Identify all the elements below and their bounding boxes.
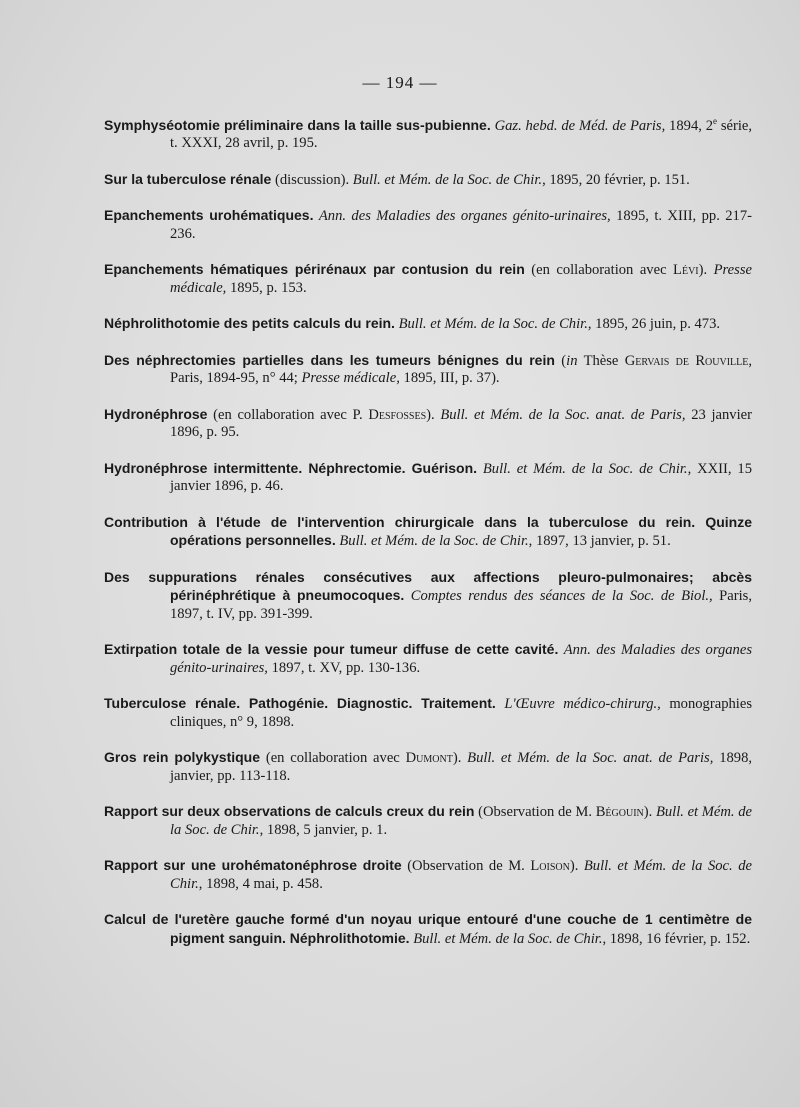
entry-details: , 1898, 5 janvier, p. 1. bbox=[259, 821, 388, 838]
bibliography-entry bbox=[104, 406, 752, 442]
bibliography-entry bbox=[104, 514, 752, 551]
entry-title: Rapport sur deux observations de calculs creux du rein bbox=[104, 803, 475, 820]
entry-note: Thèse bbox=[577, 352, 619, 369]
entry-note: (discussion). bbox=[274, 171, 350, 188]
entry-source: Gaz. hebd. de Méd. de Paris, bbox=[494, 117, 666, 134]
entry-source: Comptes rendus des séances de la Soc. de Biol., bbox=[410, 588, 713, 605]
entry-title: Rapport sur une urohématonéphrose droite bbox=[104, 857, 402, 874]
bibliography-list bbox=[104, 113, 752, 966]
entry-note: (en collaboration avec P. bbox=[213, 406, 363, 423]
entry-title: Hydronéphrose intermittente. Néphrectomie. Guérison. bbox=[104, 459, 478, 476]
entry-details: Paris, 1897, t. IV, pp. 391-399. bbox=[170, 588, 752, 622]
bibliography-entry bbox=[104, 460, 752, 496]
entry-note-name: Gervais de Rouville bbox=[624, 352, 749, 369]
entry-title: Epanchements urohématiques. bbox=[104, 207, 314, 224]
entry-title: Hydronéphrose bbox=[104, 405, 208, 422]
entry-details: 1897, t. XV, pp. 130-136. bbox=[271, 659, 421, 676]
entry-title: Tuberculose rénale. Pathogénie. Diagnostic. Traitement. bbox=[104, 695, 496, 712]
bibliography-entry bbox=[104, 857, 752, 893]
entry-title: Symphyséotomie préliminaire dans la taille sus-pubienne. bbox=[104, 116, 491, 133]
entry-details: , 1895, 26 juin, p. 473. bbox=[587, 316, 721, 333]
entry-title: Gros rein polykystique bbox=[104, 749, 261, 766]
entry-source: Presse médicale, bbox=[301, 370, 400, 387]
entry-title: Contribution à l'étude de l'intervention chirurgicale dans la tuberculose du rein. Quinze opérations personnelles. bbox=[104, 513, 752, 549]
entry-details: , 1895, 20 février, p. 151. bbox=[542, 171, 690, 188]
entry-note-in: in bbox=[566, 352, 578, 369]
entry-note: (Observation de M. bbox=[478, 804, 593, 821]
entry-note-name: Bégouin bbox=[595, 804, 644, 821]
entry-details: monographies cliniques, n° 9, 1898. bbox=[170, 696, 752, 730]
entry-note-name: Desfosses bbox=[368, 406, 427, 423]
bibliography-entry bbox=[104, 171, 752, 190]
entry-title: Des suppurations rénales consécutives aux affections pleuro-pulmonaires; abcès périnéphrétique à pneumocoques. bbox=[104, 568, 752, 604]
entry-source: L'Œuvre médico-chirurg., bbox=[504, 696, 661, 713]
entry-note: ). bbox=[426, 406, 435, 423]
entry-source: Bull. et Mém. de la Soc. anat. de Paris, bbox=[467, 750, 714, 767]
entry-source: Presse médicale, bbox=[170, 262, 752, 296]
entry-source: Bull. et Mém. de la Soc. de Chir. bbox=[339, 533, 529, 550]
entry-note: (Observation de M. bbox=[407, 858, 525, 875]
entry-details-superscript: e bbox=[713, 116, 717, 126]
entry-title: Sur la tuberculose rénale bbox=[104, 170, 272, 187]
entry-source: Ann. des Maladies des organes génito-urinaires, bbox=[318, 208, 611, 225]
entry-source: Bull. et Mém. de la Soc. de Chir. bbox=[170, 858, 752, 892]
bibliography-entry bbox=[104, 261, 752, 297]
entry-note: , Paris, 1894-95, n° 44; bbox=[170, 352, 753, 387]
entry-source: Bull. et Mém. de la Soc. anat. de Paris, bbox=[440, 406, 686, 423]
entry-note-name: Loison bbox=[530, 858, 570, 875]
entry-source: Bull. et Mém. de la Soc. de Chir. bbox=[352, 171, 543, 188]
entry-details: , 1898, 4 mai, p. 458. bbox=[198, 875, 323, 892]
bibliography-entry bbox=[104, 569, 752, 624]
entry-source: Bull. et Mém. de la Soc. de Chir. bbox=[170, 804, 753, 838]
entry-note: (en collaboration avec bbox=[265, 750, 400, 767]
bibliography-entry bbox=[104, 315, 752, 334]
entry-note: ( bbox=[561, 352, 567, 369]
bibliography-entry bbox=[104, 207, 752, 243]
bibliography-entry bbox=[104, 352, 752, 388]
bibliography-entry bbox=[104, 113, 752, 153]
entry-note-name: Dumont bbox=[405, 750, 453, 767]
entry-source: Bull. et Mém. de la Soc. de Chir. bbox=[482, 460, 688, 477]
entry-details: , 1897, 13 janvier, p. 51. bbox=[528, 533, 671, 550]
entry-source: Bull. et Mém. de la Soc. de Chir. bbox=[413, 930, 603, 947]
entry-details: 1894, 2 bbox=[669, 117, 713, 134]
entry-details: 1895, t. XIII, pp. 217-236. bbox=[170, 208, 752, 242]
bibliography-entry bbox=[104, 695, 752, 731]
entry-note: ). bbox=[452, 750, 462, 767]
entry-title: Epanchements hématiques périrénaux par contusion du rein bbox=[104, 261, 525, 278]
entry-title: Calcul de l'uretère gauche formé d'un noyau urique entouré d'une couche de 1 centimètre de pigment sanguin. Néphrolithotomie. bbox=[104, 911, 752, 946]
page-number: — 194 — bbox=[362, 73, 438, 92]
entry-details: 23 janvier 1896, p. 95. bbox=[170, 406, 752, 441]
bibliography-entry bbox=[104, 911, 752, 948]
bibliography-entry bbox=[104, 803, 752, 839]
bibliography-entry bbox=[104, 641, 752, 677]
entry-source: Bull. et Mém. de la Soc. de Chir. bbox=[398, 316, 588, 333]
entry-details: 1895, p. 153. bbox=[229, 279, 307, 296]
entry-note: ). bbox=[643, 804, 653, 821]
entry-note: ). bbox=[698, 262, 708, 279]
entry-source: Ann. des Maladies des organes génito-urinaires, bbox=[170, 642, 752, 676]
entry-note: ). bbox=[569, 858, 579, 875]
entry-title: Des néphrectomies partielles dans les tumeurs bénignes du rein bbox=[104, 351, 555, 368]
entry-details: 1898, janvier, pp. 113-118. bbox=[170, 750, 753, 784]
entry-note-name: Lévi bbox=[673, 262, 699, 279]
entry-details: , 1898, 16 février, p. 152. bbox=[602, 930, 751, 947]
entry-title: Extirpation totale de la vessie pour tumeur diffuse de cette cavité. bbox=[104, 641, 559, 658]
entry-details: série, t. XXXI, 28 avril, p. 195. bbox=[170, 117, 753, 152]
entry-details: 1895, III, p. 37). bbox=[403, 370, 500, 387]
entry-details: , XXII, 15 janvier 1896, p. 46. bbox=[170, 460, 752, 495]
entry-title: Néphrolithotomie des petits calculs du rein. bbox=[104, 315, 395, 332]
entry-note: (en collaboration avec bbox=[531, 262, 667, 279]
bibliography-entry bbox=[104, 749, 752, 785]
